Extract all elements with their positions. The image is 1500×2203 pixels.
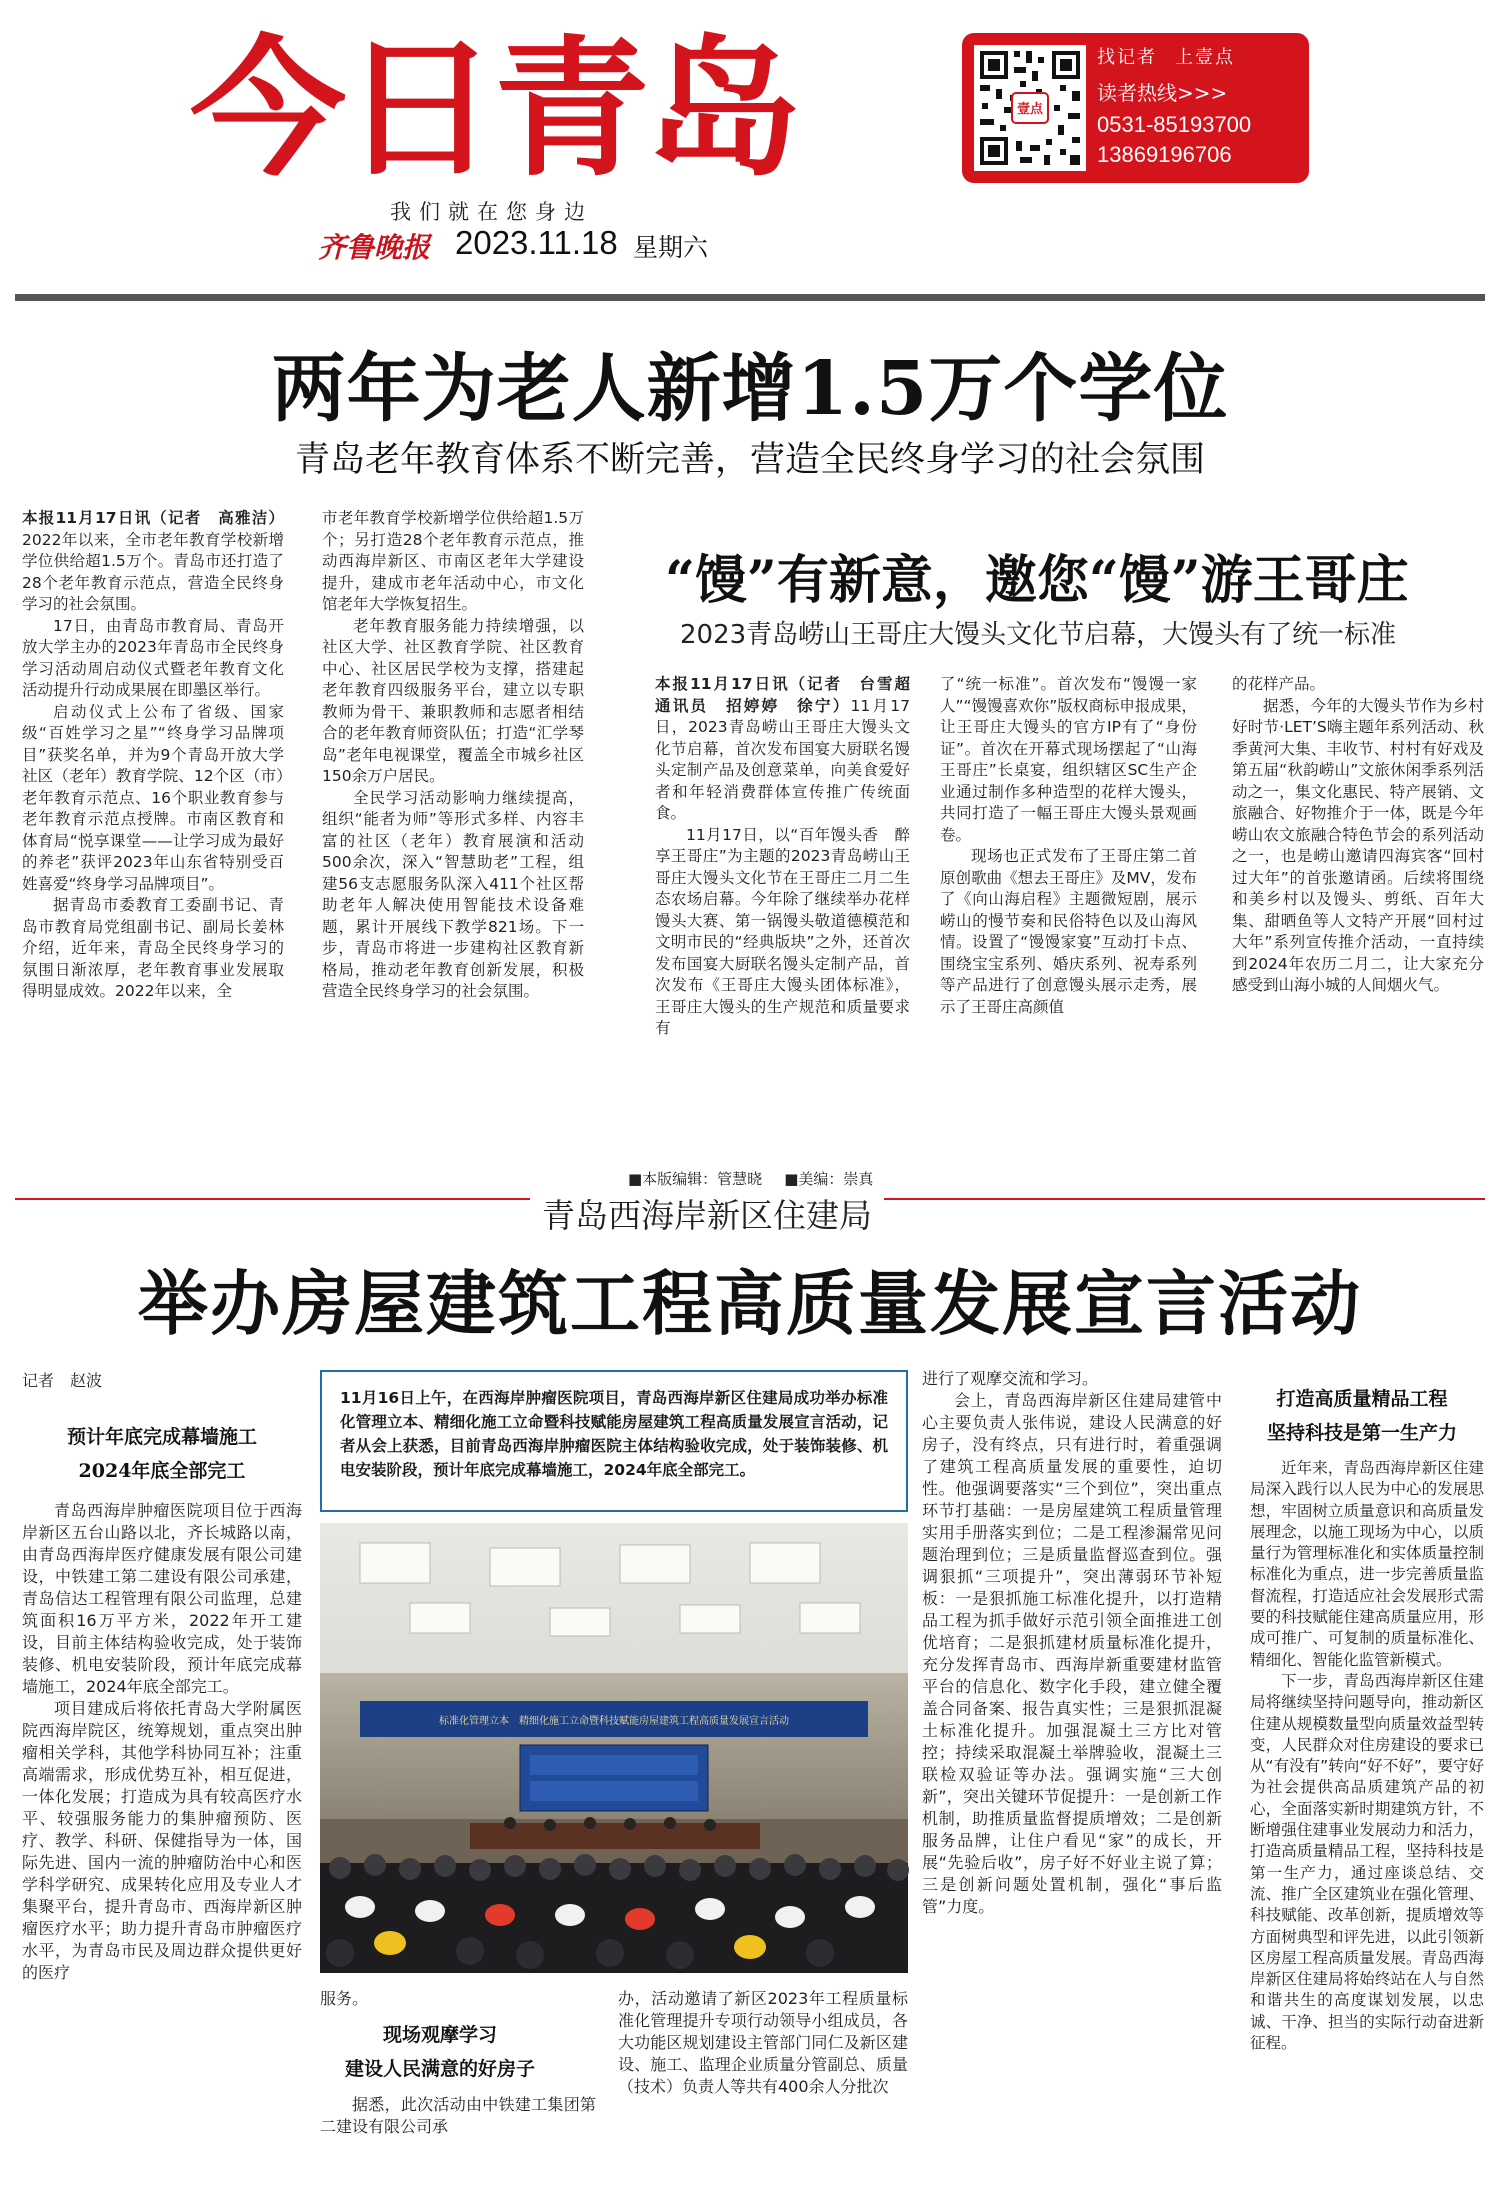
paragraph: [618, 1988, 908, 2098]
paragraph: [22, 1698, 302, 1984]
paragraph: [940, 674, 1197, 846]
paragraph: [322, 788, 584, 1003]
paragraph: [1250, 1671, 1484, 2054]
article2-subtitle: 2023青岛崂山王哥庄大馒头文化节启幕，大馒头有了统一标准: [680, 620, 1397, 650]
article1-column-1: [22, 508, 284, 1160]
paragraph: [22, 895, 284, 1003]
paragraph: [922, 1368, 1222, 1390]
paragraph: [322, 508, 584, 616]
paragraph-text: 青岛西海岸肿瘤医院项目位于西海岸新区五台山路以北，齐长城路以南，由青岛西海岸医疗健康发展有限公司建设，中铁建工第二建设有限公司承建，青岛信达工程管理有限公司监理，总建筑面积16万平方米，2022年开工建设，目前主体结构验收完成，处于装饰装修、机电安装阶段，预计年底完成幕墙施工，2024年底全部完工。: [22, 1501, 302, 1696]
paragraph: [655, 674, 926, 825]
article3-lead-box: 11月16日上午，在西海岸肿瘤医院项目，青岛西海岸新区住建局成功举办标准化管理立本、精细化施工立命暨科技赋能房屋建筑工程高质量发展宣言活动，记者从会上获悉，目前青岛西海岸肿瘤医院主体结构验收完成，处于装饰装修、机电安装阶段，预计年底完成幕墙施工，2024年底全部完工。: [320, 1370, 908, 1512]
article3-subhead-3: 打造高质量精品工程 坚持科技是第一生产力: [1266, 1388, 1457, 1444]
paragraph: [322, 616, 584, 788]
article1-subtitle: 青岛老年教育体系不断完善，营造全民终身学习的社会氛围: [294, 440, 1205, 480]
paragraph: [940, 846, 1197, 1018]
article2-column-3: [1232, 674, 1484, 1160]
paragraph-text: 11月17日，2023青岛崂山王哥庄大馒头文化节启幕，首次发布国宴大厨联名馒头定制产品及创意菜单，向美食爱好者和年轻消费群体宣传推广传统面食。: [655, 696, 910, 822]
article2-column-2: [940, 674, 1197, 1160]
article3-column-3: [618, 1988, 908, 2190]
paragraph-text: 2022年以来，全市老年教育学校新增学位供给超1.5万个。青岛市还打造了28个老年教育示范点，营造全民终身学习的社会氛围。: [22, 530, 284, 613]
article3-title: 举办房屋建筑工程高质量发展宣言活动: [138, 1262, 1362, 1345]
article3-column-2-tail: 服务。: [320, 1989, 369, 2008]
paragraph: [922, 1390, 1222, 1918]
qr-logo-label: 壹点: [1016, 102, 1044, 117]
paragraph-text: 11月17日，以“百年馒头香 醉享王哥庄”为主题的2023青岛崂山王哥庄大馒头文化节在王哥庄二月二生态农场启幕。今年除了继续举办花样馒头大赛、第一锅馒头敬道德模范和文明市民的“经典版块”之外，还首次发布国宴大厨联名馒头定制产品，首次发布《王哥庄大馒头团体标准》，王哥庄大馒头的生产规范和质量要求有: [655, 825, 910, 1037]
article3-byline: 记者 赵波: [22, 1371, 103, 1390]
paragraph-text: 会上，青岛西海岸新区住建局建管中心主要负责人张伟说，建设人民满意的好房子，没有终点，只有进行时，着重强调了建筑工程高质量发展的重要性，迫切性。他强调要落实“三个到位”，突出重点环节打基础：一是房屋建筑工程质量管理实用手册落实到位；二是工程渗漏常见问题治理到位；三是质量监督巡查到位。强调狠抓“三项提升”，突出薄弱环节补短板：一是狠抓施工标准化提升，以打造精品工程为抓手做好示范引领全面推进工创优培育；二是狠抓建材质量标准化提升，充分发挥青岛市、西海岸新重要建材监管平台的信息化、数字化手段，建立健全覆盖合同备案、报告真实性；三是狠抓混凝土标准化提升。加强混凝土三方比对管控；持续采取混凝土举牌验收，混凝土三联检双验证等办法。强调实施“三大创新”，突出关键环节促提升：一是创新工作机制，助推质量监督提质增效；二是创新服务品牌，让住户看见“家”的成长，开展“先验后收”，房子好不好业主说了算；三是创新问题处置机制，强化“事后监管”力度。: [922, 1391, 1222, 1916]
article1-title: 两年为老人新增1.5万个学位: [271, 346, 1229, 432]
article3-column-5: [1250, 1458, 1484, 2190]
article3-kicker: 青岛西海岸新区住建局: [530, 1190, 884, 1237]
reader-hotline-label: 读者热线>>>: [1097, 81, 1228, 105]
hotline-phone-1[interactable]: 0531-85193700: [1097, 112, 1252, 137]
paragraph-text: 的花样产品。: [1232, 675, 1326, 693]
qr-code-icon[interactable]: [974, 45, 1086, 171]
article-lead: 本报11月17日讯（记者 高雅洁）: [22, 509, 284, 527]
newspaper-brand: 齐鲁晚报: [318, 231, 431, 264]
page-designer: ■美编：崇真: [784, 1170, 874, 1188]
paragraph-text: 下一步，青岛西海岸新区住建局将继续坚持问题导向，推动新区住建从规模数量型向质量效益型转变，人民群众对住房建设的要求已从“有没有”转向“好不好”，要守好为社会提供高品质建筑产品的初心，全面落实新时期建筑方针，不断增强住建事业发展动力和活力，打造高质量精品工程，坚持科技是第一生产力，通过座谈总结、交流、推广全区建筑业在强化管理、科技赋能、改革创新，提质增效等方面树典型和评先进，以此引领新区房屋工程高质量发展。青岛西海岸新区住建局将始终站在人与自然和谐共生的高度谋划发展，以忠诚、干净、担当的实际行动奋进新征程。: [1250, 1671, 1484, 2053]
paragraph: [1232, 696, 1484, 997]
paragraph-text: 了“统一标准”。首次发布“馒馒一家人”“馒馒喜欢你”版权商标申报成果，让王哥庄大馒头的官方IP有了“身份证”。首次在开幕式现场摆起了“山海王哥庄”长桌宴，组织辖区SC生产企业通过制作多种造型的花样大馒头，共同打造了一幅王哥庄大馒头景观画卷。: [940, 675, 1197, 844]
page-editor: ■本版编辑：管慧晓: [628, 1170, 763, 1188]
masthead-slogan: 我们就在您身边: [390, 200, 593, 224]
event-photo: [320, 1523, 908, 1973]
masthead-logo: 今日青岛: [190, 23, 798, 197]
article3-subhead-2: 现场观摩学习 建设人民满意的好房子: [344, 2024, 535, 2080]
paragraph-text: 全民学习活动影响力继续提高，组织“能者为师”等形式多样、内容丰富的社区（老年）教育展演和活动500余次，深入“智慧助老”工程，组建56支志愿服务队深入411个社区帮助老年人解决使用智能技术设备难题，累计开展线下教学821场。下一步，青岛市将进一步建构社区教育新格局，推动老年教育创新发展，积极营造全民终身学习的社会氛围。: [322, 788, 584, 1000]
hotline-text: [1097, 43, 1253, 172]
paragraph-text: 现场也正式发布了王哥庄第二首原创歌曲《想去王哥庄》及MV，发布了《向山海启程》主题微短剧，展示崂山的慢节奏和民俗特色以及山海风情。设置了“馒馒家宴”互动打卡点、围绕宝宝系列、婚庆系列、祝寿系列等产品进行了创意馒头展示走秀，展示了王哥庄高颜值: [940, 847, 1197, 1016]
paragraph: [320, 2094, 596, 2138]
event-banner-text: 标准化管理立本 精细化施工立命暨科技赋能房屋建筑工程高质量发展宣言活动: [439, 1716, 789, 1727]
hotline-phone-2[interactable]: 13869196706: [1097, 142, 1232, 167]
paragraph: [22, 616, 284, 702]
paragraph: [655, 825, 910, 1040]
paragraph: [22, 508, 284, 616]
article2-column-1: [655, 674, 926, 1160]
paragraph-text: 近年来，青岛西海岸新区住建局深入践行以人民为中心的发展思想，牢固树立质量意识和高质量发展理念，以施工现场为中心，以质量行为管理标准化和实体质量控制标准化为重点，进一步完善质量监督流程，打造适应社会发展形式需要的科技赋能住建高质量应用，形成可推广、可复制的质量标准化、精细化、智能化监管新模式。: [1250, 1459, 1484, 1669]
paragraph-text: 据青岛市委教育工委副书记、青岛市教育局党组副书记、副局长姜林介绍，近年来，青岛全民终身学习的氛围日渐浓厚，老年教育事业发展取得明显成效。2022年以来，全: [22, 896, 284, 1000]
paragraph-text: 据悉，今年的大馒头节作为乡村好时节·LET’S嗨主题年系列活动、秋季黄河大集、丰收节、村村有好戏及第五届“秋韵崂山”文旅休闲季系列活动之一，集文化惠民、特产展销、文旅融合、好物推介于一体，既是今年崂山农文旅融合特色节会的系列活动之一，也是崂山邀请四海宾客“回村过大年”的首张邀请函。后续将围绕和美乡村以及馒头、剪纸、百年大集、甜晒鱼等人文特产开展“回村过大年”系列宣传推介活动，一直持续到2024年农历二月二，让大家充分感受到山海小城的人间烟火气。: [1232, 696, 1484, 994]
paragraph: [22, 1500, 302, 1698]
paragraph-text: 办，活动邀请了新区2023年工程质量标准化管理提升专项行动领导小组成员，各大功能区规划建设主管部门同仁及新区建设、施工、监理企业质量分管副总、质量（技术）负责人等共有400余人分批次: [618, 1989, 908, 2096]
find-reporter-label: 找记者: [1097, 47, 1157, 68]
article3-subhead-1: 预计年底完成幕墙施工 2024年底全部完工: [66, 1426, 257, 1482]
article2-title: “馒”有新意，邀您“馒”游王哥庄: [665, 550, 1409, 611]
paragraph-text: 进行了观摩交流和学习。: [922, 1369, 1099, 1388]
paragraph-text: 17日，由青岛市教育局、青岛开放大学主办的2023年青岛市全民终身学习活动周启动仪式暨老年教育文化活动提升行动成果展在即墨区举行。: [22, 616, 284, 699]
reader-hotline-box: [962, 33, 1309, 183]
paragraph-text: 市老年教育学校新增学位供给超1.5万个；另打造28个老年教育示范点，推动西海岸新区、市南区老年大学建设提升，建成市老年活动中心，市文化馆老年大学恢复招生。: [322, 509, 584, 613]
paragraph-text: 老年教育服务能力持续增强，以社区大学、社区教育学院、社区教育中心、社区居民学校为支撑，搭建起老年教育四级服务平台，建立以专职教师为骨干、兼职教师和志愿者相结合的老年教育师资队伍；打造“汇学琴岛”老年电视课堂，覆盖全市城乡社区150余万户居民。: [322, 616, 584, 785]
masthead-rule: [15, 294, 1485, 301]
issue-date: 2023.11.18: [455, 224, 618, 261]
paragraph: [1250, 1458, 1484, 1671]
paragraph-text: 项目建成后将依托青岛大学附属医院西海岸院区，统筹规划，重点突出肿瘤相关学科，其他学科协同互补；注重高端需求，形成优势互补，相互促进，一体化发展；打造成为具有较高医疗水平、较强服务能力的集肿瘤预防、医疗、教学、科研、保健指导为一体，国际先进、国内一流的肿瘤防治中心和医学科学研究、成果转化应用及专业人才集聚平台，提升青岛市、西海岸新区肿瘤医疗水平；助力提升青岛市肿瘤医疗水平，为青岛市民及周边群众提供更好的医疗: [22, 1699, 302, 1982]
article3-column-1: [22, 1500, 302, 2190]
article3-column-4: [922, 1368, 1222, 2190]
paragraph-text: 启动仪式上公布了省级、国家级“百姓学习之星”“终身学习品牌项目”获奖名单，并为9个青岛开放大学社区（老年）教育学院、12个区（市）老年教育示范点、16个职业教育参与老年教育示范点授牌。市南区教育和体育局“悦享课堂——让学习成为最好的养老”获评2023年山东省特别受百姓喜爱“终身学习品牌项目”。: [22, 702, 284, 893]
article-lead: 本报11月17日讯（记者 台雪超 通讯员 招婷婷 徐宁）: [655, 675, 926, 715]
editor-credits: [628, 1168, 895, 1189]
issue-weekday: 星期六: [633, 233, 709, 262]
go-app-label: 上壹点: [1175, 47, 1235, 68]
article1-column-2: [322, 508, 584, 1160]
paragraph: [1232, 674, 1484, 696]
paragraph-text: 据悉，此次活动由中铁建工集团第二建设有限公司承: [320, 2095, 596, 2136]
article3-column-2: [320, 2094, 596, 2190]
paragraph: [22, 702, 284, 896]
